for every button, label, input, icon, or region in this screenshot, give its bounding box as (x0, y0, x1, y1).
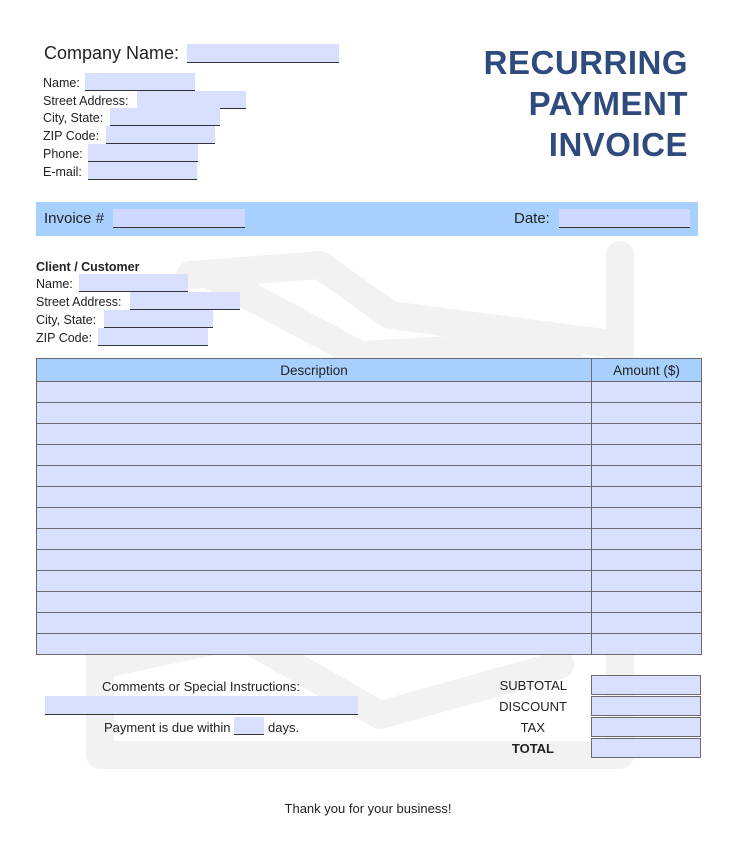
company-field-email-label: E-mail: (43, 165, 82, 179)
amount-cell[interactable] (592, 424, 702, 445)
amount-cell[interactable] (592, 445, 702, 466)
amount-cell[interactable] (592, 550, 702, 571)
comments-label: Comments or Special Instructions: (102, 679, 300, 694)
date-label: Date: (514, 210, 550, 227)
amount-cell[interactable] (592, 403, 702, 424)
payment-days-input[interactable] (234, 717, 264, 735)
description-cell[interactable] (37, 634, 592, 655)
discount-label: DISCOUNT (499, 699, 567, 714)
client-street-input[interactable] (130, 292, 240, 310)
company-field-street-label: Street Address: (43, 94, 129, 108)
invoice-number-label: Invoice # (44, 210, 105, 227)
table-row (37, 571, 702, 592)
total-field[interactable] (591, 738, 701, 758)
discount-field[interactable] (591, 696, 701, 716)
table-row (37, 508, 702, 529)
description-cell[interactable] (37, 571, 592, 592)
client-zip-label: ZIP Code: (36, 331, 93, 345)
description-cell[interactable] (37, 466, 592, 487)
company-field-city-label: City, State: (43, 111, 104, 125)
title-line-1: RECURRING (483, 44, 688, 81)
company-street-input[interactable] (137, 91, 246, 109)
amount-cell[interactable] (592, 529, 702, 550)
payment-due-suffix: days. (268, 720, 300, 735)
company-field-phone-label: Phone: (43, 147, 83, 161)
company-field-name-label: Name: (43, 76, 80, 90)
title-line-3: INVOICE (548, 126, 688, 163)
company-email-input[interactable] (88, 162, 197, 180)
company-city-input[interactable] (110, 108, 220, 126)
invoice-title (484, 42, 688, 165)
company-name-label: Company Name: (44, 43, 180, 63)
date-input[interactable] (559, 209, 690, 228)
client-city-label: City, State: (36, 313, 97, 327)
description-header: Description (37, 359, 592, 382)
company-name-input[interactable] (85, 73, 195, 91)
company-phone-input[interactable] (88, 144, 198, 162)
title-line-2: PAYMENT (528, 85, 688, 122)
description-cell[interactable] (37, 508, 592, 529)
invoice-number-input[interactable] (113, 209, 245, 228)
tax-label: TAX (520, 720, 545, 735)
amount-cell[interactable] (592, 634, 702, 655)
tax-field[interactable] (591, 717, 701, 737)
comments-input[interactable] (45, 696, 358, 715)
description-cell[interactable] (37, 487, 592, 508)
description-cell[interactable] (37, 424, 592, 445)
total-label: TOTAL (511, 741, 554, 756)
amount-cell[interactable] (592, 508, 702, 529)
subtotal-field[interactable] (591, 675, 701, 695)
amount-cell[interactable] (592, 571, 702, 592)
description-cell[interactable] (37, 592, 592, 613)
client-city-input[interactable] (104, 310, 213, 328)
description-cell[interactable] (37, 613, 592, 634)
items-table (36, 358, 702, 655)
description-cell[interactable] (37, 445, 592, 466)
table-row (37, 382, 702, 403)
table-row (37, 613, 702, 634)
subtotal-label: SUBTOTAL (499, 678, 567, 693)
company-name-field[interactable] (187, 44, 339, 63)
table-row (37, 529, 702, 550)
amount-cell[interactable] (592, 592, 702, 613)
table-row (37, 403, 702, 424)
table-row (37, 424, 702, 445)
amount-cell[interactable] (592, 487, 702, 508)
amount-cell[interactable] (592, 613, 702, 634)
description-cell[interactable] (37, 403, 592, 424)
table-row (37, 550, 702, 571)
client-name-label: Name: (36, 277, 73, 291)
client-zip-input[interactable] (98, 328, 208, 346)
invoice-info-bar (36, 202, 698, 236)
client-name-input[interactable] (79, 274, 188, 292)
description-cell[interactable] (37, 382, 592, 403)
amount-header: Amount ($) (592, 359, 702, 382)
amount-cell[interactable] (592, 466, 702, 487)
table-row (37, 445, 702, 466)
table-row (37, 466, 702, 487)
description-cell[interactable] (37, 529, 592, 550)
thank-you-message: Thank you for your business! (284, 801, 452, 816)
description-cell[interactable] (37, 550, 592, 571)
company-zip-input[interactable] (106, 126, 215, 144)
client-heading: Client / Customer (36, 260, 140, 274)
company-field-zip-label: ZIP Code: (43, 129, 100, 143)
client-street-label: Street Address: (36, 295, 122, 309)
table-row (37, 592, 702, 613)
table-row (37, 487, 702, 508)
amount-cell[interactable] (592, 382, 702, 403)
table-row (37, 634, 702, 655)
payment-due-prefix: Payment is due within (104, 720, 231, 735)
